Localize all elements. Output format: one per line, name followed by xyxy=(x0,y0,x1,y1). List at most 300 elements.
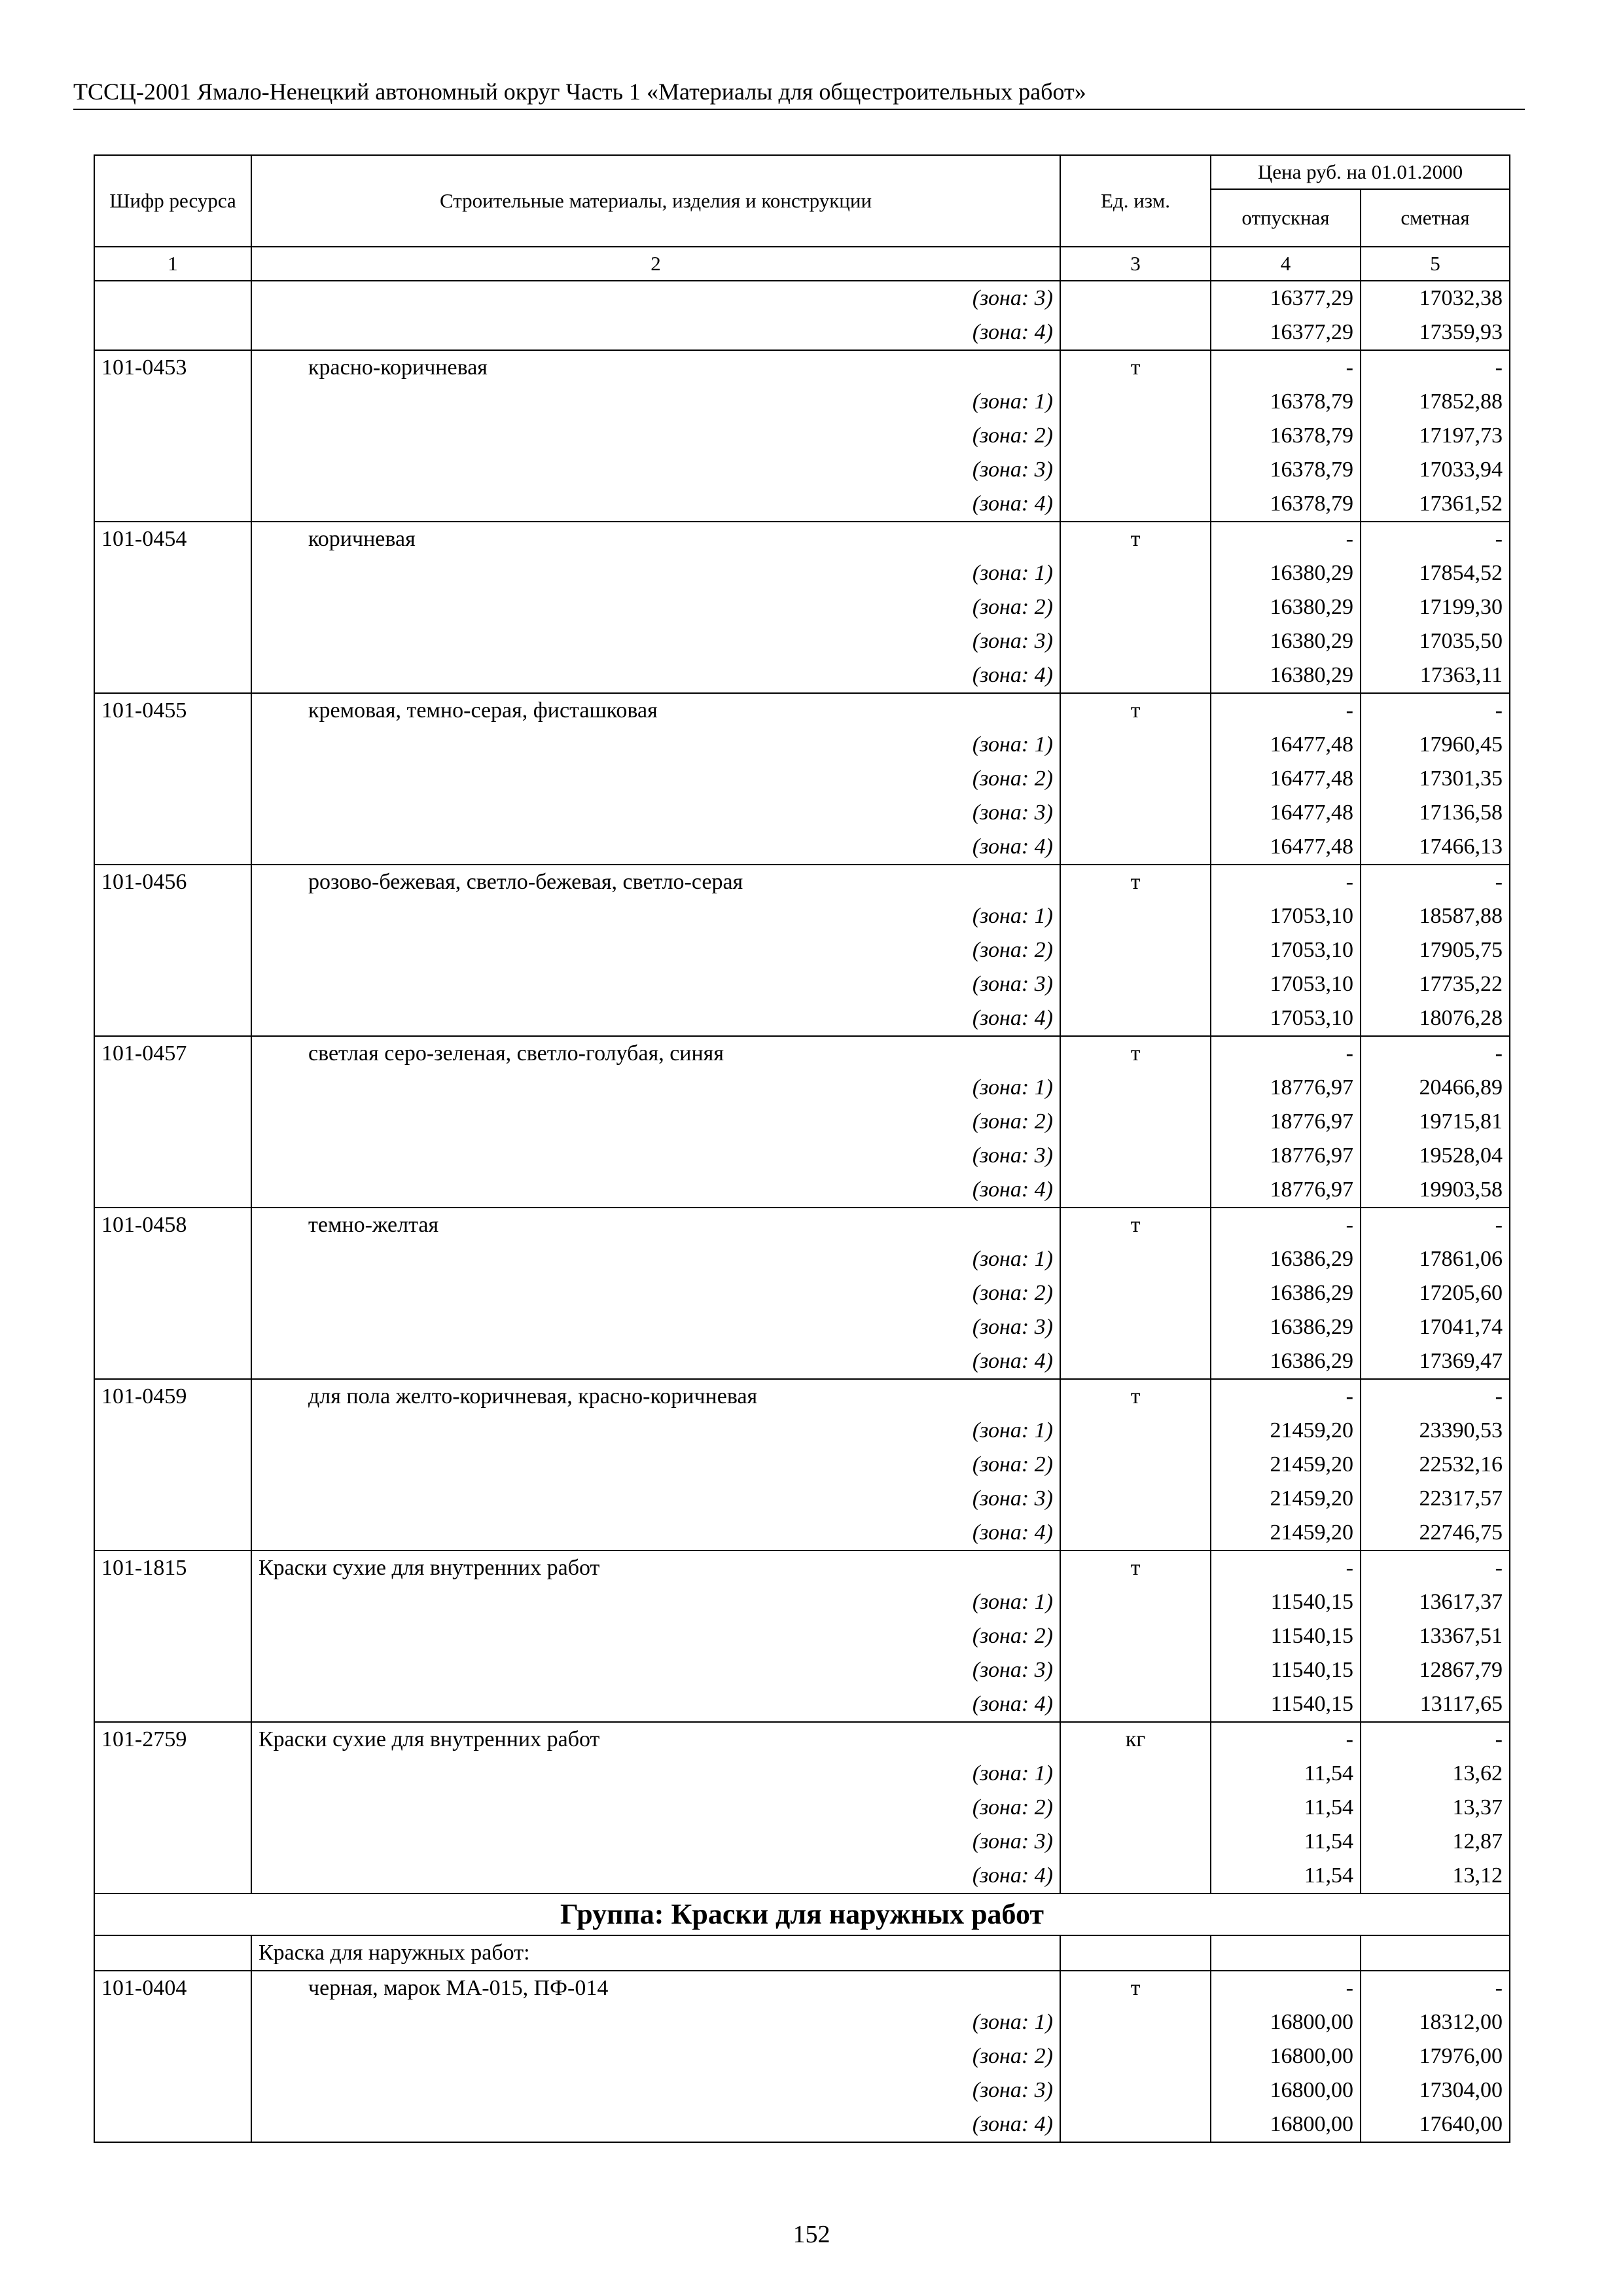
resource-code xyxy=(94,1173,251,1208)
unit: т xyxy=(1060,1379,1211,1414)
table-row xyxy=(94,1585,1510,1619)
column-number: 2 xyxy=(251,247,1060,281)
resource-code xyxy=(94,556,251,590)
estimate-price: 17205,60 xyxy=(1361,1276,1510,1310)
unit xyxy=(1060,1791,1211,1825)
estimate-price: 23390,53 xyxy=(1361,1414,1510,1448)
release-price: 21459,20 xyxy=(1211,1482,1361,1516)
zone-label: (зона: 1) xyxy=(251,899,1060,933)
release-price: 16377,29 xyxy=(1211,315,1361,350)
zone-label: (зона: 2) xyxy=(251,1619,1060,1653)
table-row xyxy=(94,1859,1510,1893)
unit xyxy=(1060,2073,1211,2108)
column-header-release-price: отпускная xyxy=(1211,189,1361,247)
estimate-price: 13,12 xyxy=(1361,1859,1510,1893)
release-price: 16477,48 xyxy=(1211,796,1361,830)
estimate-price: 17735,22 xyxy=(1361,967,1510,1001)
resource-code: 101-0457 xyxy=(94,1036,251,1071)
estimate-price: - xyxy=(1361,1036,1510,1071)
price-table xyxy=(94,154,1510,2143)
resource-code xyxy=(94,1242,251,1276)
release-price: 18776,97 xyxy=(1211,1105,1361,1139)
material-name: для пола желто-коричневая, красно-коричневая xyxy=(251,1379,1060,1414)
unit xyxy=(1060,590,1211,624)
unit xyxy=(1060,1173,1211,1208)
unit xyxy=(1060,1414,1211,1448)
resource-code xyxy=(94,1276,251,1310)
resource-code xyxy=(94,830,251,865)
estimate-price: 17640,00 xyxy=(1361,2108,1510,2142)
material-name: красно-коричневая xyxy=(251,350,1060,385)
table-row xyxy=(94,1310,1510,1344)
resource-code xyxy=(94,1001,251,1036)
page-number: 152 xyxy=(793,2221,830,2248)
group-heading: Группа: Краски для наружных работ xyxy=(94,1893,1510,1935)
zone-label: (зона: 4) xyxy=(251,315,1060,350)
unit xyxy=(1060,2005,1211,2039)
unit xyxy=(1060,1344,1211,1379)
zone-label: (зона: 1) xyxy=(251,1757,1060,1791)
table-row xyxy=(94,1516,1510,1551)
resource-code xyxy=(94,728,251,762)
material-name: розово-бежевая, светло-бежевая, светло-серая xyxy=(251,865,1060,899)
resource-code xyxy=(94,1448,251,1482)
resource-code xyxy=(94,453,251,487)
zone-label: (зона: 3) xyxy=(251,1825,1060,1859)
unit xyxy=(1060,1139,1211,1173)
release-price: 11,54 xyxy=(1211,1791,1361,1825)
release-price: - xyxy=(1211,1379,1361,1414)
unit xyxy=(1060,453,1211,487)
unit: т xyxy=(1060,1551,1211,1585)
estimate-price: 12867,79 xyxy=(1361,1653,1510,1687)
unit xyxy=(1060,1825,1211,1859)
release-price: 16380,29 xyxy=(1211,658,1361,693)
zone-label: (зона: 1) xyxy=(251,556,1060,590)
estimate-price xyxy=(1361,1935,1510,1971)
table-row xyxy=(94,1379,1510,1414)
zone-label: (зона: 3) xyxy=(251,453,1060,487)
resource-code: 101-0458 xyxy=(94,1208,251,1242)
resource-code xyxy=(94,1105,251,1139)
unit xyxy=(1060,1859,1211,1893)
unit xyxy=(1060,1687,1211,1722)
resource-code xyxy=(94,1791,251,1825)
table-row xyxy=(94,487,1510,522)
estimate-price: 19715,81 xyxy=(1361,1105,1510,1139)
zone-label: (зона: 2) xyxy=(251,419,1060,453)
unit xyxy=(1060,796,1211,830)
estimate-price: - xyxy=(1361,1722,1510,1757)
unit xyxy=(1060,762,1211,796)
table-row xyxy=(94,453,1510,487)
release-price: 11,54 xyxy=(1211,1757,1361,1791)
unit xyxy=(1060,419,1211,453)
release-price: 18776,97 xyxy=(1211,1139,1361,1173)
unit xyxy=(1060,1757,1211,1791)
table-row xyxy=(94,1482,1510,1516)
column-number: 4 xyxy=(1211,247,1361,281)
resource-code: 101-0454 xyxy=(94,522,251,556)
release-price: 17053,10 xyxy=(1211,1001,1361,1036)
estimate-price: - xyxy=(1361,865,1510,899)
release-price: 18776,97 xyxy=(1211,1173,1361,1208)
release-price: 16386,29 xyxy=(1211,1344,1361,1379)
zone-label: (зона: 4) xyxy=(251,658,1060,693)
resource-code xyxy=(94,2005,251,2039)
release-price: 18776,97 xyxy=(1211,1071,1361,1105)
estimate-price: 17033,94 xyxy=(1361,453,1510,487)
estimate-price: 17035,50 xyxy=(1361,624,1510,658)
release-price: 16380,29 xyxy=(1211,590,1361,624)
zone-label: (зона: 1) xyxy=(251,385,1060,419)
unit xyxy=(1060,1653,1211,1687)
estimate-price: 13117,65 xyxy=(1361,1687,1510,1722)
release-price: 16477,48 xyxy=(1211,762,1361,796)
document-header: ТССЦ-2001 Ямало-Ненецкий автономный округ Часть 1 «Материалы для общестроительных работ» xyxy=(73,77,1525,110)
table-row xyxy=(94,1722,1510,1757)
zone-label: (зона: 4) xyxy=(251,487,1060,522)
release-price: 16378,79 xyxy=(1211,487,1361,522)
estimate-price: 17136,58 xyxy=(1361,796,1510,830)
release-price: 16800,00 xyxy=(1211,2108,1361,2142)
estimate-price: 17960,45 xyxy=(1361,728,1510,762)
unit xyxy=(1060,1619,1211,1653)
release-price: 16386,29 xyxy=(1211,1276,1361,1310)
resource-code xyxy=(94,1935,251,1971)
zone-label: (зона: 1) xyxy=(251,1071,1060,1105)
release-price: 17053,10 xyxy=(1211,933,1361,967)
zone-label: (зона: 1) xyxy=(251,1585,1060,1619)
resource-code xyxy=(94,1825,251,1859)
resource-code: 101-0404 xyxy=(94,1971,251,2005)
unit xyxy=(1060,556,1211,590)
resource-code xyxy=(94,1310,251,1344)
release-price: 11,54 xyxy=(1211,1859,1361,1893)
resource-code xyxy=(94,2073,251,2108)
unit xyxy=(1060,830,1211,865)
release-price: 16386,29 xyxy=(1211,1242,1361,1276)
unit xyxy=(1060,1482,1211,1516)
zone-label: (зона: 2) xyxy=(251,590,1060,624)
release-price: - xyxy=(1211,1036,1361,1071)
column-header-estimate-price: сметная xyxy=(1361,189,1510,247)
zone-label: (зона: 3) xyxy=(251,796,1060,830)
zone-label: (зона: 1) xyxy=(251,1414,1060,1448)
zone-label: (зона: 2) xyxy=(251,2039,1060,2073)
table-row xyxy=(94,865,1510,899)
release-price: - xyxy=(1211,1722,1361,1757)
table-row xyxy=(94,1001,1510,1036)
table-row xyxy=(94,2108,1510,2142)
estimate-price: - xyxy=(1361,1379,1510,1414)
resource-code xyxy=(94,1585,251,1619)
table-row xyxy=(94,281,1510,315)
resource-code xyxy=(94,762,251,796)
resource-code xyxy=(94,315,251,350)
unit xyxy=(1060,899,1211,933)
unit xyxy=(1060,933,1211,967)
zone-label: (зона: 3) xyxy=(251,281,1060,315)
release-price: - xyxy=(1211,1551,1361,1585)
unit: т xyxy=(1060,1208,1211,1242)
resource-code xyxy=(94,796,251,830)
table-row xyxy=(94,1757,1510,1791)
zone-label: (зона: 3) xyxy=(251,624,1060,658)
estimate-price: - xyxy=(1361,1971,1510,2005)
resource-code: 101-2759 xyxy=(94,1722,251,1757)
unit xyxy=(1060,658,1211,693)
resource-code xyxy=(94,1071,251,1105)
table-row xyxy=(94,967,1510,1001)
zone-label: (зона: 1) xyxy=(251,2005,1060,2039)
column-header-price: Цена руб. на 01.01.2000 xyxy=(1211,155,1510,189)
table-row xyxy=(94,1276,1510,1310)
estimate-price: 17361,52 xyxy=(1361,487,1510,522)
table-row xyxy=(94,762,1510,796)
estimate-price: 17032,38 xyxy=(1361,281,1510,315)
release-price: 11540,15 xyxy=(1211,1687,1361,1722)
estimate-price: - xyxy=(1361,693,1510,728)
resource-code xyxy=(94,281,251,315)
estimate-price: 22746,75 xyxy=(1361,1516,1510,1551)
table-row xyxy=(94,1036,1510,1071)
column-number: 5 xyxy=(1361,247,1510,281)
table-row xyxy=(94,933,1510,967)
estimate-price: 17976,00 xyxy=(1361,2039,1510,2073)
resource-code xyxy=(94,487,251,522)
unit xyxy=(1060,487,1211,522)
resource-code: 101-0459 xyxy=(94,1379,251,1414)
release-price: 17053,10 xyxy=(1211,967,1361,1001)
table-row xyxy=(94,796,1510,830)
zone-label: (зона: 4) xyxy=(251,1344,1060,1379)
resource-code: 101-1815 xyxy=(94,1551,251,1585)
zone-label: (зона: 4) xyxy=(251,1516,1060,1551)
release-price: - xyxy=(1211,350,1361,385)
estimate-price: 17466,13 xyxy=(1361,830,1510,865)
table-row xyxy=(94,1551,1510,1585)
estimate-price: 17369,47 xyxy=(1361,1344,1510,1379)
table-row xyxy=(94,1105,1510,1139)
table-row xyxy=(94,1687,1510,1722)
resource-code xyxy=(94,2108,251,2142)
unit xyxy=(1060,1071,1211,1105)
zone-label: (зона: 4) xyxy=(251,1859,1060,1893)
zone-label: (зона: 4) xyxy=(251,2108,1060,2142)
estimate-price: 22317,57 xyxy=(1361,1482,1510,1516)
release-price: 11,54 xyxy=(1211,1825,1361,1859)
unit xyxy=(1060,728,1211,762)
table-body xyxy=(94,281,1510,2142)
table-row xyxy=(94,419,1510,453)
resource-code: 101-0456 xyxy=(94,865,251,899)
unit xyxy=(1060,281,1211,315)
resource-code xyxy=(94,624,251,658)
unit: т xyxy=(1060,865,1211,899)
zone-label: (зона: 3) xyxy=(251,1310,1060,1344)
table-row xyxy=(94,1653,1510,1687)
resource-code xyxy=(94,1619,251,1653)
unit xyxy=(1060,315,1211,350)
material-name: коричневая xyxy=(251,522,1060,556)
estimate-price: 18312,00 xyxy=(1361,2005,1510,2039)
resource-code xyxy=(94,385,251,419)
unit xyxy=(1060,1105,1211,1139)
unit xyxy=(1060,1001,1211,1036)
zone-label: (зона: 2) xyxy=(251,1276,1060,1310)
estimate-price: - xyxy=(1361,1551,1510,1585)
estimate-price: 13,62 xyxy=(1361,1757,1510,1791)
resource-code xyxy=(94,1859,251,1893)
column-header-code: Шифр ресурса xyxy=(94,155,251,247)
zone-label: (зона: 3) xyxy=(251,1653,1060,1687)
estimate-price: 17359,93 xyxy=(1361,315,1510,350)
resource-code xyxy=(94,1757,251,1791)
estimate-price: - xyxy=(1361,1208,1510,1242)
column-header-unit: Ед. изм. xyxy=(1060,155,1211,247)
unit xyxy=(1060,1935,1211,1971)
material-name: кремовая, темно-серая, фисташковая xyxy=(251,693,1060,728)
zone-label: (зона: 3) xyxy=(251,967,1060,1001)
table-row xyxy=(94,1791,1510,1825)
release-price: 11540,15 xyxy=(1211,1585,1361,1619)
table-row xyxy=(94,899,1510,933)
estimate-price: 17197,73 xyxy=(1361,419,1510,453)
resource-code xyxy=(94,1482,251,1516)
table-row xyxy=(94,315,1510,350)
resource-code xyxy=(94,967,251,1001)
resource-code: 101-0455 xyxy=(94,693,251,728)
release-price: 16800,00 xyxy=(1211,2073,1361,2108)
unit xyxy=(1060,1585,1211,1619)
estimate-price: 17852,88 xyxy=(1361,385,1510,419)
resource-code xyxy=(94,899,251,933)
zone-label: (зона: 2) xyxy=(251,762,1060,796)
table-row xyxy=(94,1935,1510,1971)
release-price: - xyxy=(1211,1208,1361,1242)
table-row xyxy=(94,624,1510,658)
release-price: - xyxy=(1211,865,1361,899)
release-price: 16800,00 xyxy=(1211,2005,1361,2039)
release-price: 17053,10 xyxy=(1211,899,1361,933)
zone-label: (зона: 2) xyxy=(251,1448,1060,1482)
table-row xyxy=(94,2039,1510,2073)
estimate-price: 18587,88 xyxy=(1361,899,1510,933)
unit: т xyxy=(1060,522,1211,556)
release-price: 21459,20 xyxy=(1211,1414,1361,1448)
material-name: темно-желтая xyxy=(251,1208,1060,1242)
release-price: 16378,79 xyxy=(1211,385,1361,419)
unit: кг xyxy=(1060,1722,1211,1757)
estimate-price: 17304,00 xyxy=(1361,2073,1510,2108)
unit xyxy=(1060,385,1211,419)
table-row xyxy=(94,556,1510,590)
resource-code xyxy=(94,1139,251,1173)
table-row xyxy=(94,1139,1510,1173)
table-row xyxy=(94,522,1510,556)
unit xyxy=(1060,967,1211,1001)
release-price: 21459,20 xyxy=(1211,1448,1361,1482)
estimate-price: 20466,89 xyxy=(1361,1071,1510,1105)
table-row xyxy=(94,1448,1510,1482)
column-number: 3 xyxy=(1060,247,1211,281)
estimate-price: 17363,11 xyxy=(1361,658,1510,693)
table-row xyxy=(94,1173,1510,1208)
zone-label: (зона: 4) xyxy=(251,1001,1060,1036)
zone-label: (зона: 1) xyxy=(251,1242,1060,1276)
zone-label: (зона: 3) xyxy=(251,2073,1060,2108)
table-row xyxy=(94,1071,1510,1105)
release-price: 21459,20 xyxy=(1211,1516,1361,1551)
table-row xyxy=(94,830,1510,865)
estimate-price: 22532,16 xyxy=(1361,1448,1510,1482)
estimate-price: 13,37 xyxy=(1361,1791,1510,1825)
group-heading-row xyxy=(94,1893,1510,1935)
unit: т xyxy=(1060,1036,1211,1071)
resource-code xyxy=(94,933,251,967)
resource-code xyxy=(94,1344,251,1379)
release-price: 16380,29 xyxy=(1211,556,1361,590)
resource-code xyxy=(94,1516,251,1551)
release-price: - xyxy=(1211,1971,1361,2005)
estimate-price: 17861,06 xyxy=(1361,1242,1510,1276)
table-row xyxy=(94,2005,1510,2039)
estimate-price: - xyxy=(1361,350,1510,385)
unit: т xyxy=(1060,350,1211,385)
unit xyxy=(1060,1448,1211,1482)
resource-code: 101-0453 xyxy=(94,350,251,385)
zone-label: (зона: 4) xyxy=(251,830,1060,865)
release-price: 16477,48 xyxy=(1211,830,1361,865)
material-name: Краски сухие для внутренних работ xyxy=(251,1551,1060,1585)
table-row xyxy=(94,728,1510,762)
material-name: Краска для наружных работ: xyxy=(251,1935,1060,1971)
estimate-price: 17199,30 xyxy=(1361,590,1510,624)
unit xyxy=(1060,1276,1211,1310)
resource-code xyxy=(94,590,251,624)
material-name: черная, марок МА-015, ПФ-014 xyxy=(251,1971,1060,2005)
table-row xyxy=(94,1825,1510,1859)
zone-label: (зона: 4) xyxy=(251,1173,1060,1208)
release-price: 16477,48 xyxy=(1211,728,1361,762)
zone-label: (зона: 2) xyxy=(251,933,1060,967)
estimate-price: 17905,75 xyxy=(1361,933,1510,967)
column-header-name: Строительные материалы, изделия и конструкции xyxy=(251,155,1060,247)
table-row xyxy=(94,658,1510,693)
estimate-price: 19903,58 xyxy=(1361,1173,1510,1208)
estimate-price: 13617,37 xyxy=(1361,1585,1510,1619)
table-row xyxy=(94,1414,1510,1448)
release-price: 11540,15 xyxy=(1211,1619,1361,1653)
table-row xyxy=(94,693,1510,728)
zone-label: (зона: 3) xyxy=(251,1482,1060,1516)
table-row xyxy=(94,385,1510,419)
release-price: 11540,15 xyxy=(1211,1653,1361,1687)
table-row xyxy=(94,2073,1510,2108)
estimate-price: 18076,28 xyxy=(1361,1001,1510,1036)
release-price: 16377,29 xyxy=(1211,281,1361,315)
release-price: - xyxy=(1211,522,1361,556)
table-row xyxy=(94,1619,1510,1653)
release-price: 16378,79 xyxy=(1211,419,1361,453)
zone-label: (зона: 2) xyxy=(251,1105,1060,1139)
table-row xyxy=(94,1208,1510,1242)
estimate-price: 19528,04 xyxy=(1361,1139,1510,1173)
unit xyxy=(1060,2039,1211,2073)
resource-code xyxy=(94,2039,251,2073)
resource-code xyxy=(94,658,251,693)
